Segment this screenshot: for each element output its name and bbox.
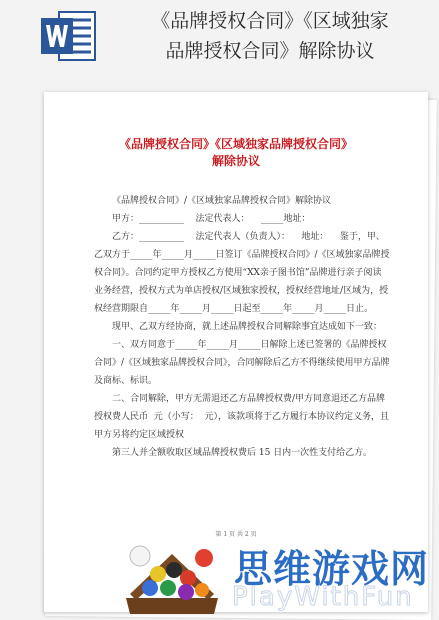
page-number: 第 1 页 共 2 页 xyxy=(215,531,257,538)
paragraph-party-b: 乙方：__________ 法定代表人（负责人）： 地址： 鉴于，甲、乙双方于_____年_____月_____日签订《品牌授权合同》/《区域独家品牌授权合同》。合同约定甲方授权乙方使用“XX亲子图书馆”品牌进行亲子阅读业务经营，授权方式为单店授权/区域独家授权，授权经营地址/区域为，授权经营期限自_____年_____月_____日起至_____年_____月_____日止。 xyxy=(94,232,390,314)
document-heading-line-1: 《品牌授权合同》《区域独家品牌授权合同》 xyxy=(118,137,353,151)
watermark-site-name: 思维游戏网 xyxy=(234,547,430,591)
watermark-site-name-en: PlayWithFun xyxy=(232,582,414,612)
paragraph-clause-2: 二、合同解除，甲方无需退还乙方品牌授权费/甲方同意退还乙方品牌授权费人民币 元（小写： 元），该款项将于乙方履行本协议约定义务，且甲方另将约定区域授权 xyxy=(94,394,389,440)
billiards-logo-icon xyxy=(124,534,220,620)
paragraph-third-party: 第三人并全额收取区域品牌授权费后 15 日内一次性支付给乙方。 xyxy=(112,448,373,458)
document-title-line-1: 《品牌授权合同》《区域独家 xyxy=(151,10,389,32)
document-body xyxy=(94,192,390,462)
document-title-line-2: 品牌授权合同》解除协议 xyxy=(165,40,375,62)
paragraph-consensus: 现甲、乙双方经协商，就上述品牌授权合同解除事宜达成如下一致： xyxy=(112,322,383,332)
paragraph-clause-1: 一、双方同意于_____年_____月_____日解除上述已签署的《品牌授权合同》/《区域独家品牌授权合同》，合同解除后乙方不得继续使用甲方品牌及商标、标识。 xyxy=(94,340,390,386)
paragraph-intro: 《品牌授权合同》/《区域独家品牌授权合同》解除协议 xyxy=(112,196,332,206)
word-app-icon xyxy=(39,10,99,62)
paragraph-party-a: 甲方：__________ 法定代表人： _____地址： xyxy=(112,214,311,224)
document-page xyxy=(44,92,428,612)
document-title xyxy=(110,6,430,66)
document-heading-line-2: 解除协议 xyxy=(211,154,260,168)
header xyxy=(0,0,439,96)
document-heading xyxy=(44,136,428,170)
